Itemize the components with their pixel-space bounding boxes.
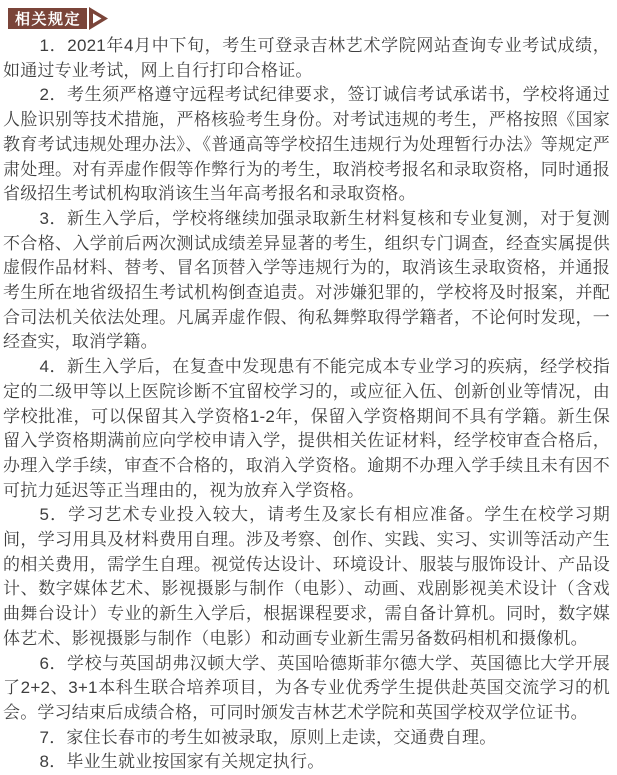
chevron-right-icon xyxy=(88,8,115,29)
regulations-page xyxy=(0,8,617,772)
regulation-item-1: 1．2021年4月中下旬，考生可登录吉林艺术学院网站查询专业考试成绩，如通过专业考试，网上自行打印合格证。 xyxy=(3,36,610,80)
section-title-banner xyxy=(8,8,87,29)
regulation-item-5: 5．学习艺术专业投入较大，请考生及家长有相应准备。学生在校学习期间，学习用具及材料费用自理。涉及考察、创作、实践、实习、实训等活动产生的相关费用，需学生自理。视觉传达设计、环境设计、服装与服饰设计、产品设计、数字媒体艺术、影视摄影与制作（电影）、动画、戏剧影视美术设计（含戏曲舞台设计）专业的新生入学后，根据课程要求，需自备计算机。同时，数字媒体艺术、影视摄影与制作（电影）和动画专业新生需另备数码相机和摄像机。 xyxy=(3,505,610,648)
regulation-item-8: 8．毕业生就业按国家有关规定执行。 xyxy=(39,752,325,772)
regulation-item-7: 7．家住长春市的考生如被录取，原则上走读，交通费自理。 xyxy=(39,727,497,747)
regulation-item-3: 3．新生入学后，学校将继续加强录取新生材料复核和专业复测，对于复测不合格、入学前后两次测试成绩差异显著的考生，组织专门调查，经查实属提供虚假作品材料、替考、冒名顶替入学等违规行为的，取消该生录取资格，并通报考生所在地省级招生考试机构倒查追责。对涉嫌犯罪的，学校将及时报案，并配合司法机关依法处理。凡属弄虚作假、徇私舞弊取得学籍者，不论何时发现，一经查实，取消学籍。 xyxy=(3,208,610,352)
regulation-item-2: 2．考生须严格遵守远程考试纪律要求，签订诚信考试承诺书，学校将通过人脸识别等技术措施，严格核验考生身份。对考试违规的考生，严格按照《国家教育考试违规处理办法》、《普通高等学校招生违规行为处理暂行办法》等规定严肃处理。对有弄虚作假等作弊行为的考生，取消校考报名和录取资格，同时通报省级招生考试机构取消该生当年高考报名和录取资格。 xyxy=(3,85,610,204)
regulation-item-6: 6．学校与英国胡弗汉顿大学、英国哈德斯菲尔德大学、英国德比大学开展了2+2、3+1本科生联合培养项目，为各专业优秀学生提供赴英国交流学习的机会。学习结束后成绩合格，可同时颁发吉林艺术学院和英国学校双学位证书。 xyxy=(3,653,610,722)
regulation-item-4: 4．新生入学后，在复查中发现患有不能完成本专业学习的疾病，经学校指定的二级甲等以上医院诊断不宜留校学习的，或应征入伍、创新创业等情况，由学校批准，可以保留其入学资格1-2年，保留入学资格期间不具有学籍。新生保留入学资格期满前应向学校申请入学，提供相关佐证材料，经学校审查合格后，办理入学手续，审查不合格的，取消入学资格。逾期不办理入学手续且未有因不可抗力延迟等正当理由的，视为放弃入学资格。 xyxy=(3,357,610,500)
regulations-list xyxy=(0,34,617,775)
section-title: 相关规定 xyxy=(15,10,82,28)
section-header xyxy=(8,8,617,29)
